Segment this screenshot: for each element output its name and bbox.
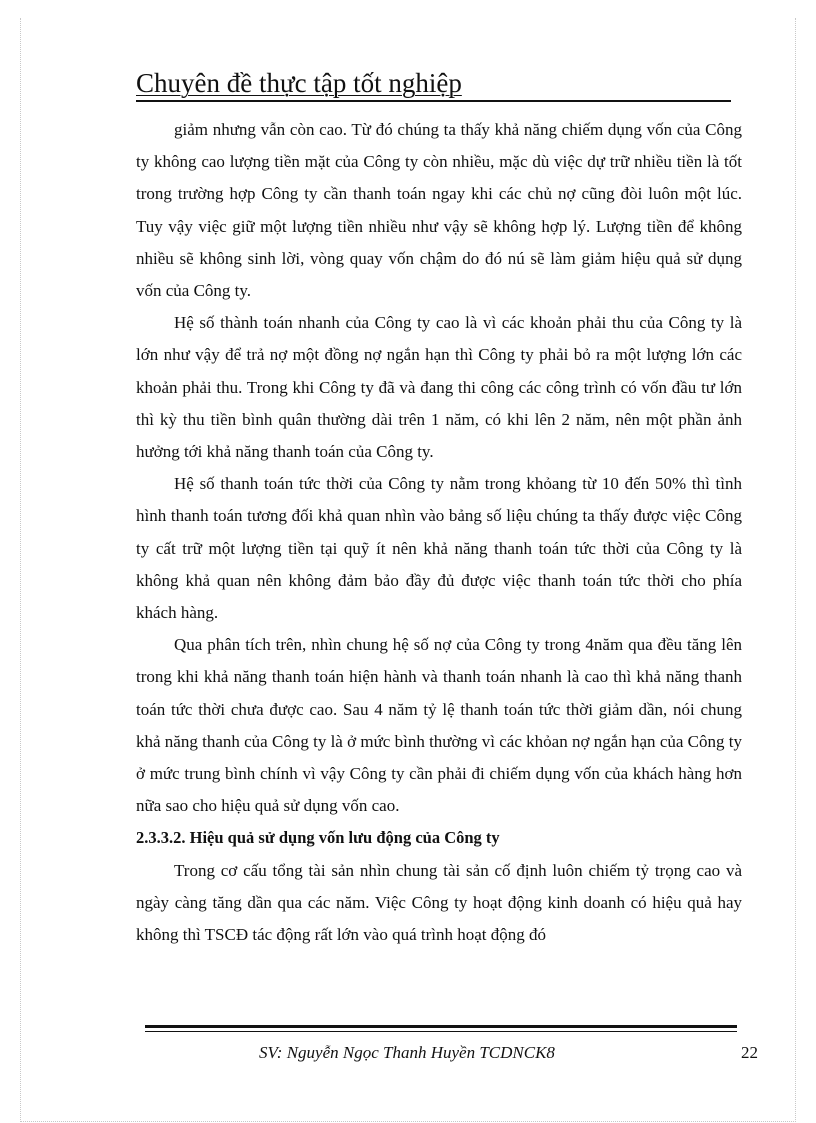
page-header	[136, 66, 731, 102]
paragraph: Trong cơ cấu tổng tài sản nhìn chung tài sản cố định luôn chiếm tỷ trọng cao và ngày càng tăng dần qua các năm. Việc Công ty hoạt động kinh doanh có hiệu quả hay không thì TSCĐ tác động rất lớn vào quá trình hoạt động đó	[136, 860, 742, 945]
header-title: Chuyên đề thực tập tốt nghiệp	[136, 68, 462, 98]
footer-author: SV: Nguyễn Ngọc Thanh Huyền TCDNCK8	[259, 1043, 555, 1062]
footer-rule-thin	[145, 1031, 737, 1032]
section-heading: 2.3.3.2. Hiệu quả sử dụng vốn lưu động của Công ty	[136, 828, 500, 848]
page-bottom-border	[20, 1121, 796, 1122]
document-body	[136, 114, 742, 951]
paragraph: Qua phân tích trên, nhìn chung hệ số nợ của Công ty trong 4năm qua đều tăng lên trong khi khả năng thanh toán hiện hành và thanh toán nhanh là cao thì khả năng thanh toán tức thời chưa được cao. Sau 4 năm tỷ lệ thanh toán tức thời giảm dần, nói chung khả năng thanh của Công ty là ở mức bình thường vì các khỏan nợ ngắn hạn của Công ty ở mức trung bình chính vì vậy Công ty cần phải đi chiếm dụng vốn của khách hàng hơn nữa sao cho hiệu quả sử dụng vốn cao.	[136, 635, 742, 816]
page-number: 22	[741, 1043, 758, 1062]
footer-rule-thick	[145, 1025, 737, 1028]
paragraph: giảm nhưng vẫn còn cao. Từ đó chúng ta thấy khả năng chiếm dụng vốn của Công ty không cao lượng tiền mặt của Công ty còn nhiều, mặc dù việc dự trữ nhiều tiền là tốt trong trường hợp Công ty cần thanh toán ngay khi các chủ nợ cũng đòi luôn một lúc. Tuy vậy việc giữ một lượng tiền nhiều như vậy sẽ không hợp lý. Lượng tiền để không nhiều sẽ không sinh lời, vòng quay vốn chậm do đó nú sẽ làm giảm hiệu quả sử dụng vốn của Công ty.	[136, 120, 742, 301]
paragraph: Hệ số thành toán nhanh của Công ty cao là vì các khoản phải thu của Công ty là lớn như vậy để trả nợ một đồng nợ ngắn hạn thì Công ty phải bỏ ra một lượng lớn các khoản phải thu. Trong khi Công ty đã và đang thi công các công trình có vốn đầu tư lớn thì kỳ thu tiền bình quân thường dài trên 1 năm, có khi lên 2 năm, nên một phần ảnh hưởng tới khả năng thanh toán của Công ty.	[136, 313, 742, 462]
paragraph: Hệ số thanh toán tức thời của Công ty nằm trong khỏang từ 10 đến 50% thì tình hình thanh toán tương đối khả quan nhìn vào bảng số liệu chúng ta thấy được việc Công ty cất trữ một lượng tiền tại quỹ ít nên khả năng thanh toán tức thời của Công ty là không khả quan nên không đảm bảo đầy đủ được việc thanh toán tức thời cho phía khách hàng.	[136, 474, 742, 623]
